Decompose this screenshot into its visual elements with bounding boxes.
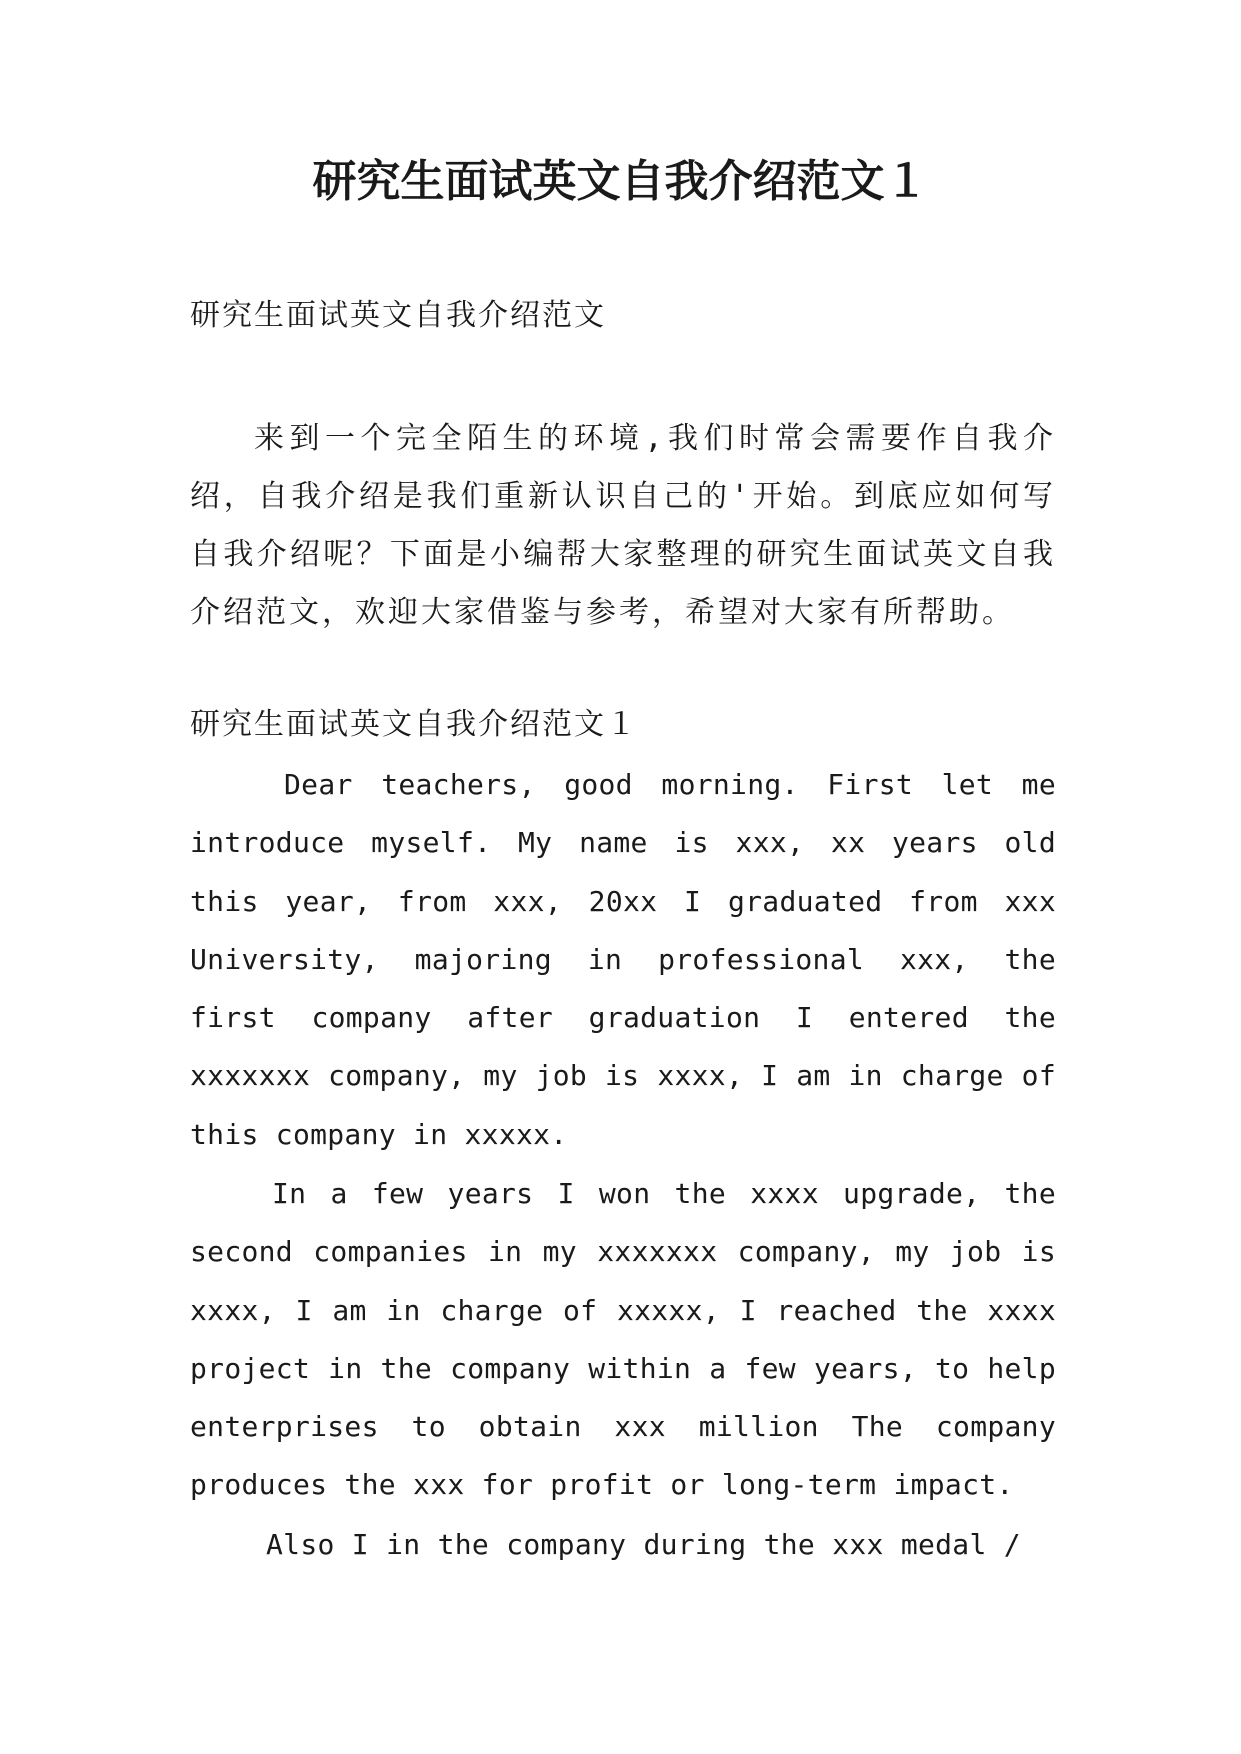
section-heading: 研究生面试英文自我介绍范文１ xyxy=(190,707,638,742)
body-paragraph-2: In a few years I won the xxxx upgrade, the second companies in my xxxxxxx company, my job is xxxx, I am in charge of xxxxx, I reached the xxxx project in the company within a few years, to help enterprises to obtain xxx million The company produces the xxx for profit or long-term impact. xyxy=(190,1177,1056,1502)
document-title: 研究生面试英文自我介绍范文１ xyxy=(312,156,929,207)
subheading: 研究生面试英文自我介绍范文 xyxy=(190,298,606,333)
body-paragraph-1: Dear teachers, good morning. First let me introduce myself. My name is xxx, xx years old this year, from xxx, 20xx I graduated from xxx University, majoring in professional xxx, the first company after graduation I entered the xxxxxxx company, my job is xxxx, I am in charge of this company in xxxxx. xyxy=(190,768,1056,1151)
body-paragraph-3: Also I in the company during the xxx medal / xyxy=(266,1528,1021,1561)
intro-paragraph: 来到一个完全陌生的环境,我们时常会需要作自我介绍，自我介绍是我们重新认识自己的'开始。到底应如何写自我介绍呢？下面是小编帮大家整理的研究生面试英文自我介绍范文，欢迎大家借鉴与参考，希望对大家有所帮助。 xyxy=(190,421,1056,630)
